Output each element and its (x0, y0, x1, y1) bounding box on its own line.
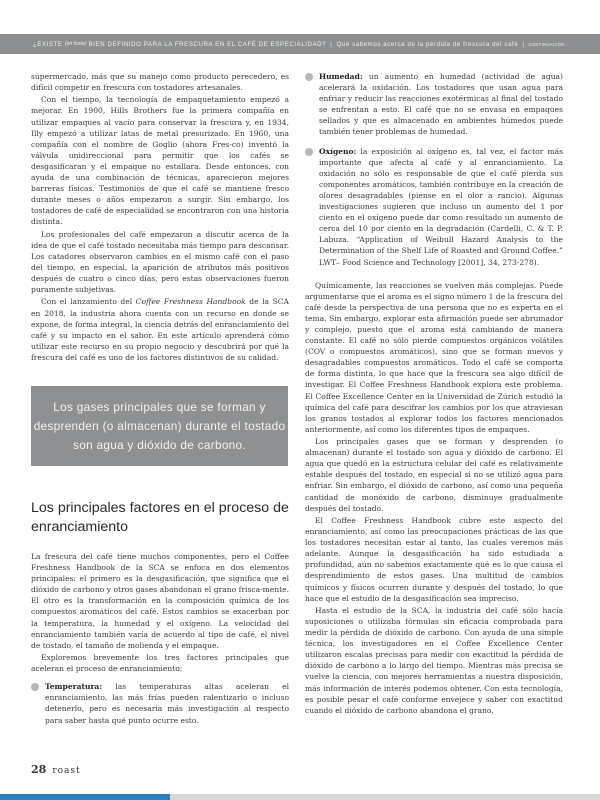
pull-quote-box (31, 386, 288, 466)
right-column (305, 71, 563, 717)
header-divider-2: | (522, 40, 525, 48)
running-header (0, 34, 600, 54)
bullet-temperature (31, 681, 289, 725)
bullet-text: las temperaturas altas aceleran el enranciamiento, las más frías pueden ralentizarlo o incluso detenerlo, pero es necesaria más investigación al respecto para saber hasta qué punto ocurre esto. (45, 682, 289, 725)
left-column-top (31, 71, 289, 364)
magazine-name: roast (52, 766, 81, 776)
header-subtitle: Qué sabemos acerca de la pérdida de frescura del café (336, 40, 519, 48)
bullet-dot-icon (305, 73, 313, 81)
header-divider: | (330, 40, 333, 48)
pull-quote-text: Los gases principales que se forman y desprenden (o almacenan) durante el tostado son agua y dióxido de carbono. (33, 400, 286, 452)
section-paragraph-2: Exploremos brevemente los tres factores principales que aceleran el proceso de enranciamiento: (31, 653, 289, 674)
bullet-humedad (305, 71, 563, 138)
section-heading: Los principales factores en el proceso de enranciamiento (31, 500, 289, 535)
page-footer (31, 758, 81, 777)
left-column-bottom (31, 551, 289, 727)
bullet-dot-icon (305, 148, 313, 156)
left-p4-before: Con el lanzamiento del (41, 297, 136, 307)
bullet-term: Humedad: (319, 72, 363, 81)
page-number: 28 (31, 763, 47, 776)
bottom-rule (0, 794, 600, 800)
bottom-rule-accent (0, 794, 170, 800)
left-paragraph-2: Con el tiempo, la tecnología de empaquetamiento empezó a mejorar. En 1900, Hills Brothers fue la primera compañía en utilizar empaques al vacío para conservar la frescura y, en 1934, Illy empezó a utilizar latas de metal presurizado. En 1960, una compañía con el nombre de Goglio (ahora Fres-co) inventó la válvula unidireccional para permitir que los cafés se desgasificaran y el empaque no estallara. Desde entonces, con ayuda de una combinación de técnicas, aparecieron mejores barreras físicas. Testimonios de que el café se mantiene fresco durante meses o años empezaron a surgir. Sin embargo, los tostadores de café de especialidad se encontraron con una historia distinta. (31, 95, 289, 227)
left-paragraph-1: supermercado, más que su manejo como producto perecedero, es difícil competir en frescura con tostadores artesanales. (31, 72, 289, 93)
right-paragraph-4: Hasta el estudio de la SCA, la industria del café sólo hacía suposiciones o utilizaba fórmulas sin eficacia comprobada para medir la pérdida de dióxido de carbono. Con ayuda de una simple técnica, los investigadores en el Coffee Excellence Center utilizaron escalas precisas para medir con exactitud la pérdida de dióxido de carbono a lo largo del tiempo. Mientras más precisa se vuelve la ciencia, con mejores herramientas a nuestra disposición, más información de interés podemos obtener. Con esta tecnología, es posible pesar el café conforme envejece y saber con exactitud cuando el dióxido de carbono abandona el grano. (305, 605, 563, 715)
header-question-b: BIEN DEFINIDO PARA LA FRESCURA EN EL CAFÉ DE ESPECIALIDAD? (88, 40, 327, 48)
left-p4-after: de la SCA en 2018, la industria ahora cuenta con un recurso en donde se expone, de forma integral, la ciencia detrás del enranciamiento del café y su impacto en el sabor. En este artículo aprenderá cómo utilizar este recurso en su propio negocio y descubrirá por qué la frescura del café es uno de los factores distintivos de su calidad. (31, 297, 289, 362)
header-question-a: ¿EXISTE (33, 40, 63, 48)
bullet-term: Temperatura: (45, 682, 103, 692)
section-paragraph-1: La frescura del café tiene muchos componentes, pero el Coffee Freshness Handbook de la SCA se enfoca en dos elementos principales: el primero es la desgasificación, que significa que el dióxido de carbono y otros gases abandonan el grano frisca-mente. El otro es la transformación en la composición química de los compuestos aromáticos del café. Estos cambios se exacerban por la temperatura, la humedad y el oxígeno. La velocidad del enranciamiento también varía de acuerdo al tipo de café, el nivel de tostado, el tamaño de molienda y el empaque. (31, 552, 289, 650)
bullet-text: la exposición al oxígeno es, tal vez, el factor más importante que afecta al café y al enranciamiento. La oxidación no sólo es responsable de que el café pierda sus componentes aromáticos, también contribuye en la creación de olores desagradables (piense en el olor a rancio). Algunas investigaciones sugieren que incluso un aumento del 1 por ciento en el oxígeno puede dar como resultado un aumento de cerca del 10 por ciento en la degradación (Cardelli, C. & T. P. Labuza. “Application of Weibull Hazard Analysis to the Determination of the Shelf Life of Roasted and Ground Coffee.” LWT– Food Science and Technology [2001], 34, 273-278). (319, 146, 563, 267)
header-continuation: CONTINUACIÓN (528, 41, 565, 47)
bullet-text: un aumento en humedad (actividad de agua) acelerará la oxidación. Los tostadores que usan agua para enfriar y reducir las reacciones exotérmicas al final del tostado se enfrentan a esto. El café que no se envasa en empaques sellados y que es almacenado en ambientes húmedos puede también tener problemas de humedad. (319, 72, 563, 137)
bullet-dot-icon (31, 683, 39, 691)
bullet-term: Oxígeno: (319, 146, 357, 156)
right-paragraph-2: Los principales gases que se forman y desprenden (o almacenan) durante el tostado son agua y dióxido de carbono. El agua que quedó en la estructura celular del café es relativamente estable después del tostado, en especial si no se utilizó agua para enfriar. Sin embargo, el dióxido de carbono, así como una pequeña cantidad de monóxido de carbono, disminuye gradualmente después del tostado. (305, 437, 563, 513)
bullet-oxigeno (305, 146, 563, 268)
left-paragraph-3: Los profesionales del café empezaron a discutir acerca de la idea de que el café tostado necesitaba más tiempo para descansar. Los catadores observaron cambios en el mismo café con el paso del tiempo, en especial, la aparición de atributos más positivos después de cuatro o cinco días, pero estas observaciones fueron puramente subjetivas. (31, 229, 289, 295)
right-paragraph-1: Químicamente, las reacciones se vuelven más complejas. Puede argumentarse que el aroma es el signo número 1 de la frescura del café desde la perspectiva de una persona que no es experta en el tema. Sin embargo, explorar esta afirmación puede ser abrumador y complejo, puesto que el aroma está cambiando de manera constante. El café no sólo pierde compuestos orgánicos volátiles (COV o compuestos aromáticos), sino que se forman nuevos y desagradables compuestos aromáticos. Todo el café se comporta de forma distinta, lo que hace que la frescura sea algo difícil de investigar. El Coffee Freshness Handbook explora este problema. El Coffee Excellence Center en la Universidad de Zúrich estudió la química del café para descifrar los cambios por los que atraviesan los granos tostados al explorar todos los factores mencionados anteriormente, así como los diferentes tipos de empaques. (305, 280, 563, 434)
header-question-sub: (en fonte) (64, 41, 87, 47)
left-p4-italic: Coffee Freshness Handbook (135, 297, 246, 307)
left-paragraph-4 (31, 296, 289, 363)
right-paragraph-3: El Coffee Freshness Handbook cubre este aspecto del enranciamiento, así como las preocupaciones prácticas de las que los tostadores necesitan estar al tanto, las cuales veremos más adelante. Aunque la desgasificación ha sido estudiada a profundidad, aún no sabemos exactamente qué es lo que causa el desprendimiento de estos gases. Una multitud de cambios químicos y físicos ocurren durante y después del tostado, lo que hace que el estudio de la desgasificación sea impreciso. (305, 515, 563, 603)
